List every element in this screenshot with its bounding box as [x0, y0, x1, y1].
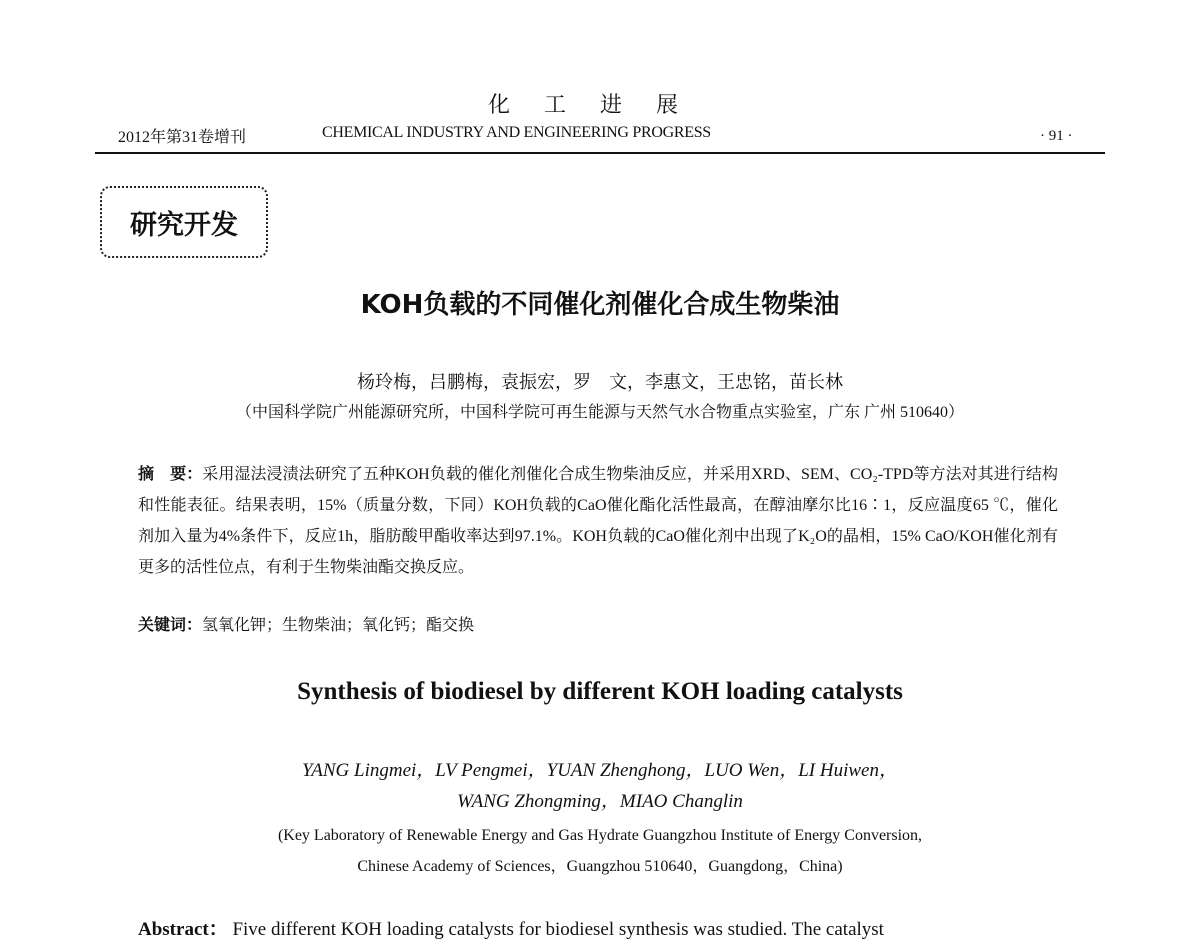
issue-info: 2012年第31卷增刊: [118, 129, 247, 146]
affiliation-en: [0, 820, 1200, 882]
header-rule: [95, 152, 1105, 154]
journal-title-cn: 化工进展: [487, 92, 712, 117]
authors-en-line1: YANG Lingmei，LV Pengmei，YUAN Zhenghong，LUO Wen，LI Huiwen，: [302, 760, 898, 781]
authors-en: [0, 755, 1200, 817]
keywords-label-cn: 关键词：: [138, 615, 203, 634]
keywords-cn: [138, 612, 474, 635]
abstract-label-en: Abstract：: [138, 919, 228, 940]
article-title-en: Synthesis of biodiesel by different KOH loading catalysts: [297, 678, 903, 705]
affiliation-cn: （中国科学院广州能源研究所，中国科学院可再生能源与天然气水合物重点实验室，广东 广州 510640）: [235, 404, 964, 421]
authors-en-line2: WANG Zhongming，MIAO Changlin: [457, 791, 743, 812]
journal-title-en: CHEMICAL INDUSTRY AND ENGINEERING PROGRESS: [322, 124, 711, 141]
abstract-en: [138, 914, 1068, 941]
abstract-text-cn: 采用湿法浸渍法研究了五种KOH负载的催化剂催化合成生物柴油反应，并采用XRD、SEM、CO₂-TPD等方法对其进行结构和性能表征。结果表明，15%（质量分数，下同）KOH负载的CaO催化酯化活性最高，在醇油摩尔比16∶1，反应温度65 ℃，催化剂加入量为4%条件下，反应1h，脂肪酸甲酯收率达到97.1%。KOH负载的CaO催化剂中出现了K₂O的晶相，15% CaO/KOH催化剂有更多的活性位点，有利于生物柴油酯交换反应。: [138, 466, 1058, 576]
abstract-text-en: Five different KOH loading catalysts for biodiesel synthesis was studied. The catalyst: [232, 919, 884, 940]
abstract-label-cn: 摘 要：: [138, 464, 203, 483]
abstract-cn: [138, 458, 1058, 583]
affiliation-en-line1: (Key Laboratory of Renewable Energy and Gas Hydrate Guangzhou Institute of Energy Conversion,: [277, 827, 923, 844]
keywords-text-cn: 氢氧化钾；生物柴油；氧化钙；酯交换: [202, 617, 475, 634]
affiliation-en-line2: Chinese Academy of Sciences，Guangzhou 510640，Guangdong，China): [357, 858, 843, 875]
page-number: · 91 ·: [1040, 128, 1073, 144]
section-badge: 研究开发: [100, 186, 268, 258]
article-title-cn: KOH负载的不同催化剂催化合成生物柴油: [360, 290, 840, 320]
authors-cn: 杨玲梅，吕鹏梅，袁振宏，罗 文，李惠文，王忠铭，苗长林: [357, 372, 843, 392]
